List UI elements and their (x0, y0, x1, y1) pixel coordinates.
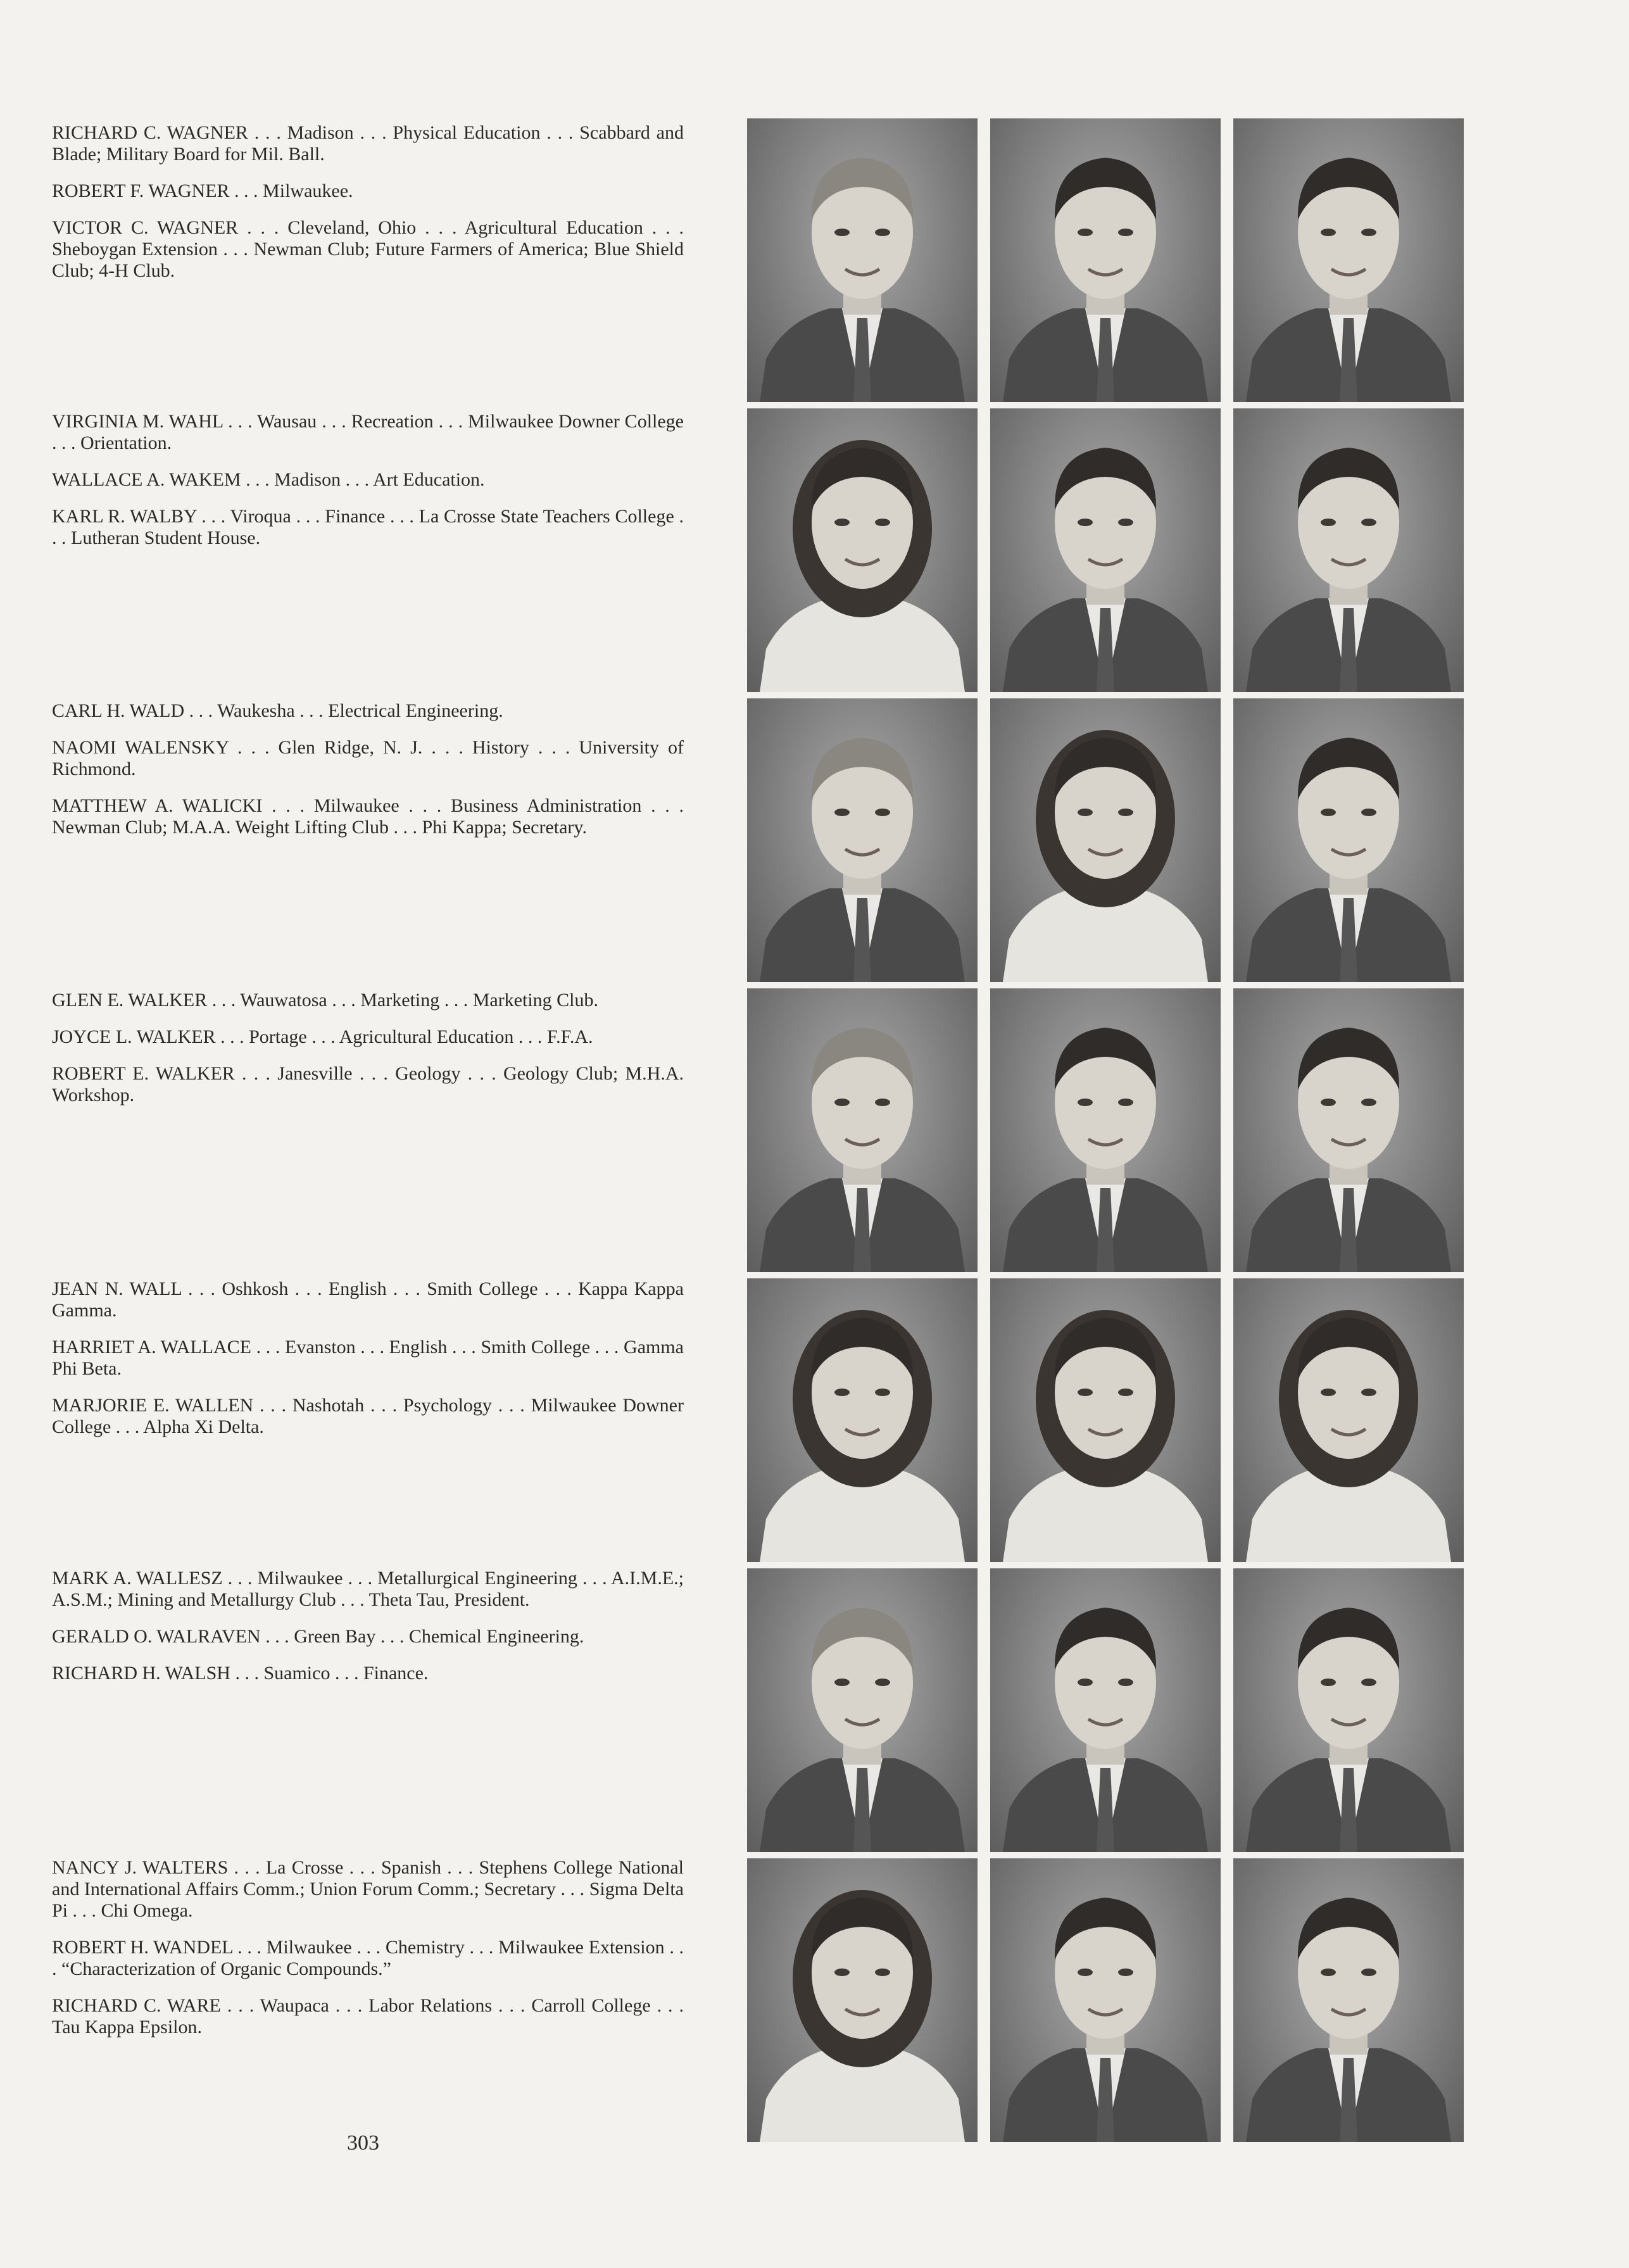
portrait-silhouette (1233, 118, 1464, 402)
entry-text: MARK A. WALLESZ . . . Milwaukee . . . Metallurgical Engineering . . . A.I.M.E.; A.S.M.; Mining and Metallurgy Club . . . Theta Tau, President. (52, 1568, 684, 1610)
entry-group-7 (52, 1857, 684, 2053)
entry-text: RICHARD C. WARE . . . Waupaca . . . Labor Relations . . . Carroll College . . . Tau Kappa Epsilon. (52, 1995, 684, 2038)
portrait-silhouette (990, 698, 1221, 982)
page-number: 303 (347, 2131, 379, 2155)
student-portrait-photo (1233, 118, 1464, 402)
portrait-silhouette (990, 1568, 1221, 1852)
student-portrait-photo (990, 698, 1221, 982)
portrait-silhouette (990, 1858, 1221, 2142)
portrait-silhouette (990, 118, 1221, 402)
student-portrait-photo (1233, 1568, 1464, 1852)
student-portrait-photo (1233, 988, 1464, 1272)
student-portrait-photo (747, 1568, 978, 1852)
portrait-silhouette (747, 988, 978, 1272)
portrait-silhouette (747, 1278, 978, 1562)
portrait-silhouette (1233, 1278, 1464, 1562)
student-portrait-photo (747, 988, 978, 1272)
entry-text: NANCY J. WALTERS . . . La Crosse . . . Spanish . . . Stephens College National and International Affairs Comm.; Union Forum Comm.; Secretary . . . Sigma Delta Pi . . . Chi Omega. (52, 1857, 684, 1921)
student-portrait-photo (747, 118, 978, 402)
portrait-silhouette (1233, 698, 1464, 982)
student-portrait-photo (990, 1858, 1221, 2142)
portrait-silhouette (990, 1278, 1221, 1562)
entry-text: NAOMI WALENSKY . . . Glen Ridge, N. J. . . . History . . . University of Richmond. (52, 737, 684, 779)
entry-group-3 (52, 700, 684, 854)
entry-text: VIRGINIA M. WAHL . . . Wausau . . . Recreation . . . Milwaukee Downer College . . . Orientation. (52, 411, 684, 453)
entry-group-1 (52, 122, 684, 297)
entry-group-4 (52, 990, 684, 1121)
student-portrait-photo (747, 1858, 978, 2142)
student-portrait-photo (990, 408, 1221, 692)
student-portrait-photo (990, 1568, 1221, 1852)
entry-text: RICHARD H. WALSH . . . Suamico . . . Finance. (52, 1663, 429, 1684)
entry-text: GERALD O. WALRAVEN . . . Green Bay . . . Chemical Engineering. (52, 1626, 584, 1647)
entry-text: MATTHEW A. WALICKI . . . Milwaukee . . . Business Administration . . . Newman Club; M.A.A. Weight Lifting Club . . . Phi Kappa; Secretary. (52, 795, 684, 838)
portrait-silhouette (990, 408, 1221, 692)
entry-text: HARRIET A. WALLACE . . . Evanston . . . English . . . Smith College . . . Gamma Phi Beta. (52, 1337, 684, 1379)
student-portrait-photo (747, 1278, 978, 1562)
entry-group-6 (52, 1568, 684, 1699)
student-portrait-photo (747, 698, 978, 982)
portrait-silhouette (747, 698, 978, 982)
entry-text: KARL R. WALBY . . . Viroqua . . . Finance . . . La Crosse State Teachers College . . . Lutheran Student House. (52, 506, 684, 548)
entry-text: ROBERT F. WAGNER . . . Milwaukee. (52, 180, 353, 201)
student-portrait-photo (1233, 1278, 1464, 1562)
entry-text: CARL H. WALD . . . Waukesha . . . Electrical Engineering. (52, 700, 503, 721)
student-portrait-photo (747, 408, 978, 692)
student-portrait-photo (990, 118, 1221, 402)
portrait-silhouette (747, 1858, 978, 2142)
entry-text: VICTOR C. WAGNER . . . Cleveland, Ohio . . . Agricultural Education . . . Sheboygan Extension . . . Newman Club; Future Farmers of America; Blue Shield Club; 4-H Club. (52, 217, 684, 281)
entry-text: MARJORIE E. WALLEN . . . Nashotah . . . Psychology . . . Milwaukee Downer College . . . Alpha Xi Delta. (52, 1395, 684, 1437)
portrait-silhouette (990, 988, 1221, 1272)
student-portrait-photo (990, 1278, 1221, 1562)
entry-text: GLEN E. WALKER . . . Wauwatosa . . . Marketing . . . Marketing Club. (52, 990, 599, 1011)
entry-text: WALLACE A. WAKEM . . . Madison . . . Art Education. (52, 469, 485, 490)
student-portrait-photo (990, 988, 1221, 1272)
entry-text: ROBERT H. WANDEL . . . Milwaukee . . . Chemistry . . . Milwaukee Extension . . . “Characterization of Organic Compounds.” (52, 1937, 684, 1979)
entry-text: ROBERT E. WALKER . . . Janesville . . . Geology . . . Geology Club; M.H.A. Workshop. (52, 1063, 684, 1106)
student-portrait-photo (1233, 408, 1464, 692)
portrait-silhouette (747, 118, 978, 402)
portrait-silhouette (1233, 1568, 1464, 1852)
entry-text: JEAN N. WALL . . . Oshkosh . . . English . . . Smith College . . . Kappa Kappa Gamma. (52, 1278, 684, 1321)
portrait-grid (747, 118, 1464, 2142)
entry-text: JOYCE L. WALKER . . . Portage . . . Agricultural Education . . . F.F.A. (52, 1026, 593, 1047)
student-portrait-photo (1233, 698, 1464, 982)
portrait-silhouette (1233, 1858, 1464, 2142)
student-portrait-photo (1233, 1858, 1464, 2142)
portrait-silhouette (747, 408, 978, 692)
entry-text: RICHARD C. WAGNER . . . Madison . . . Physical Education . . . Scabbard and Blade; Military Board for Mil. Ball. (52, 122, 684, 165)
portrait-silhouette (1233, 408, 1464, 692)
entry-group-5 (52, 1278, 684, 1453)
entry-group-2 (52, 411, 684, 564)
portrait-silhouette (747, 1568, 978, 1852)
portrait-silhouette (1233, 988, 1464, 1272)
